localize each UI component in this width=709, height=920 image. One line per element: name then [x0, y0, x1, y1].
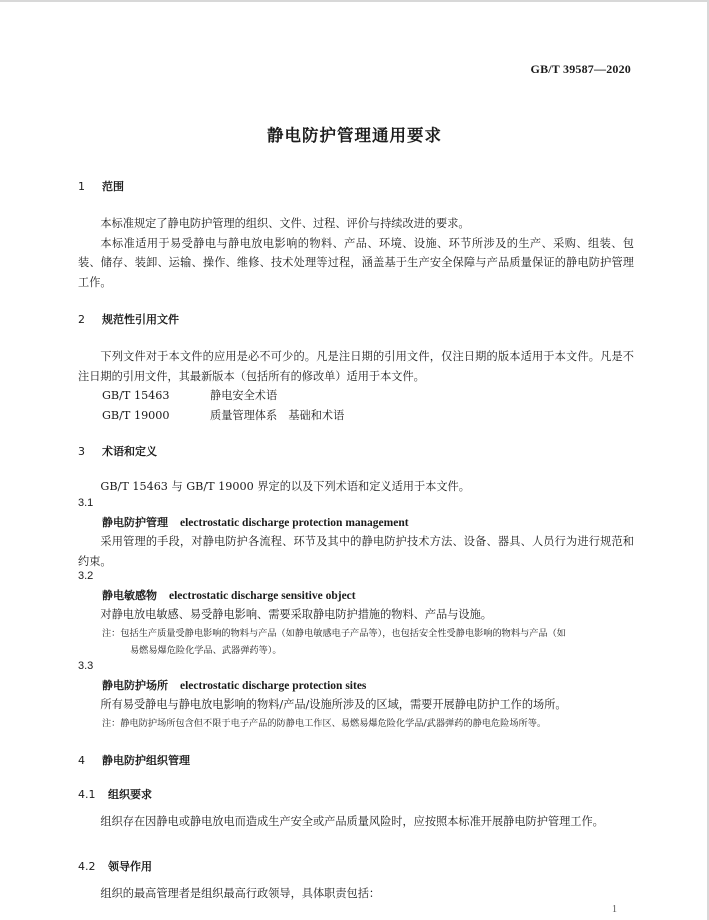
- section-heading: [78, 178, 634, 194]
- section-title: 术语和定义: [102, 445, 157, 458]
- subsection-title: 组织要求: [108, 788, 152, 801]
- term-name-zh: 静电敏感物: [102, 589, 157, 602]
- term-note: [78, 625, 634, 659]
- reference-title: 静电安全术语: [210, 389, 278, 402]
- term-3-2: [78, 570, 634, 659]
- section-number: 3: [78, 445, 85, 458]
- section-number: 1: [78, 180, 85, 193]
- term-number: 3.1: [78, 497, 94, 509]
- section-2-body: [78, 347, 634, 425]
- subsection-4-2: [78, 858, 634, 874]
- term-number: 3.2: [78, 570, 94, 582]
- section-title: 静电防护组织管理: [102, 754, 190, 767]
- section-title: 规范性引用文件: [102, 313, 179, 326]
- subsection-4-2-body: [78, 884, 634, 904]
- term-definition: 采用管理的手段，对静电防护各流程、环节及其中的静电防护技术方法、设备、器具、人员行为进行规范和约束。: [78, 535, 634, 568]
- paragraph: 组织存在因静电或静电放电而造成生产安全或产品质量风险时，应按照本标准开展静电防护管理工作。: [100, 815, 604, 828]
- term-number: 3.3: [78, 660, 94, 672]
- section-3: [78, 443, 634, 459]
- note-line: 注：包括生产质量受静电影响的物料与产品（如静电敏感电子产品等），也包括安全性受静电影响的物料与产品（如: [102, 627, 566, 639]
- section-number: 4: [78, 754, 85, 767]
- section-heading: [78, 443, 634, 459]
- section-title: 范围: [102, 180, 124, 193]
- section-2: [78, 311, 634, 327]
- reference-item: [78, 406, 634, 426]
- section-3-body: [78, 477, 634, 497]
- page-number: 1: [612, 904, 617, 915]
- term-definition: 对静电放电敏感、易受静电影响、需要采取静电防护措施的物料、产品与设施。: [100, 608, 492, 621]
- document-title: 静电防护管理通用要求: [267, 126, 442, 145]
- subsection-heading: [78, 858, 634, 874]
- section-heading: [78, 752, 634, 768]
- subsection-4-1: [78, 786, 634, 802]
- note-line: 注：静电防护场所包含但不限于电子产品的防静电工作区、易燃易爆危险化学品/武器弹药的静电危险场所等。: [102, 717, 547, 729]
- term-name-en: electrostatic discharge protection sites: [180, 680, 367, 692]
- term-name: [78, 514, 634, 530]
- subsection-number: 4.2: [78, 860, 96, 873]
- subsection-number: 4.1: [78, 788, 96, 801]
- term-name-en: electrostatic discharge sensitive object: [169, 590, 356, 602]
- term-name-zh: 静电防护管理: [102, 516, 168, 529]
- section-1-body: [78, 214, 634, 292]
- paragraph: GB/T 15463 与 GB/T 19000 界定的以及下列术语和定义适用于本文件。: [100, 480, 470, 493]
- page-border-top: [0, 0, 709, 2]
- subsection-heading: [78, 786, 634, 802]
- paragraph: 下列文件对于本文件的应用是必不可少的。凡是注日期的引用文件，仅注日期的版本适用于本文件。凡是不注日期的引用文件，其最新版本（包括所有的修改单）适用于本文件。: [78, 350, 634, 383]
- paragraph: 组织的最高管理者是组织最高行政领导，具体职责包括：: [100, 887, 381, 900]
- term-definition: 所有易受静电与静电放电影响的物料/产品/设施所涉及的区域，需要开展静电防护工作的场所。: [100, 698, 567, 711]
- paragraph: 本标准适用于易受静电与静电放电影响的物料、产品、环境、设施、环节所涉及的生产、采购、组装、包装、储存、装卸、运输、操作、维修、技术处理等过程，涵盖基于生产安全保障与产品质量保证的静电防护管理工作。: [78, 236, 634, 289]
- term-note: [78, 715, 634, 732]
- term-3-3: [78, 660, 634, 732]
- section-heading: [78, 311, 634, 327]
- section-number: 2: [78, 313, 85, 326]
- subsection-4-1-body: [78, 812, 634, 832]
- reference-code: GB/T 19000: [102, 408, 170, 422]
- term-3-1: [78, 497, 634, 571]
- section-1: [78, 178, 634, 194]
- term-name: [78, 587, 634, 603]
- paragraph: 本标准规定了静电防护管理的组织、文件、过程、评价与持续改进的要求。: [100, 217, 470, 230]
- standard-id: GB/T 39587—2020: [530, 62, 631, 76]
- reference-title: 质量管理体系 基础和术语: [210, 408, 345, 422]
- term-name-zh: 静电防护场所: [102, 679, 168, 692]
- note-line: 易燃易爆危险化学品、武器弹药等）。: [130, 644, 282, 656]
- reference-item: [78, 386, 634, 406]
- term-name: [78, 677, 634, 693]
- reference-code: GB/T 15463: [102, 389, 170, 402]
- subsection-title: 领导作用: [108, 860, 152, 873]
- section-4: [78, 752, 634, 768]
- term-name-en: electrostatic discharge protection management: [180, 517, 409, 529]
